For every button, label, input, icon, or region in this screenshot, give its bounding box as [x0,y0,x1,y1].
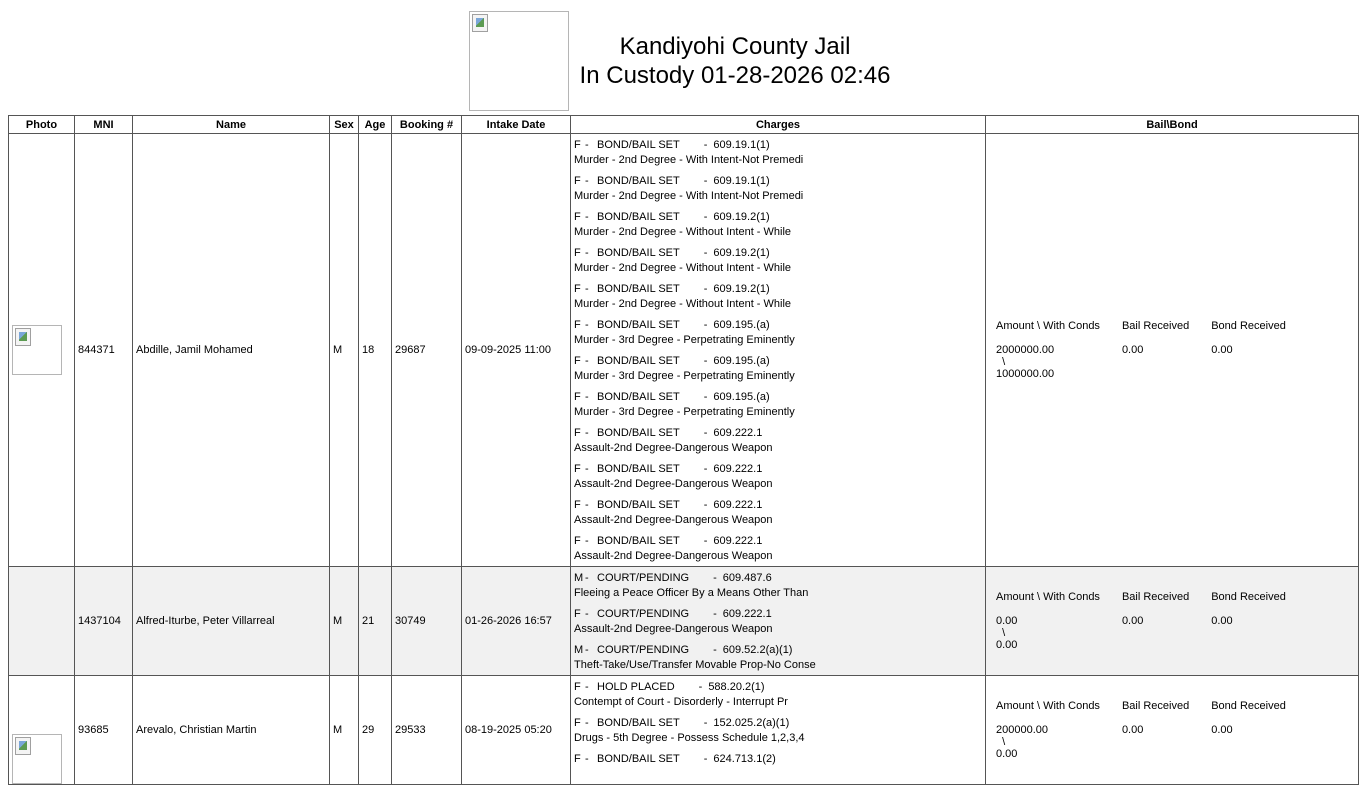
charge-statute: 152.025.2(a)(1) [713,717,790,729]
mni-cell: 93685 [75,676,133,785]
custody-timestamp: In Custody 01-28-2026 02:46 [579,62,891,89]
bail-grid [989,320,1355,380]
charge-status: BOND/BAIL SET [597,427,680,439]
charge-status: HOLD PLACED [597,681,675,693]
charge-statute: 609.222.1 [713,463,763,475]
charges-list [571,134,985,566]
charge-class: F [574,753,581,765]
charge-description: Murder - 3rd Degree - Perpetrating Eminently [574,370,795,382]
column-header-mni: MNI [75,116,133,134]
inmate-roster-table [8,115,1359,785]
name-cell: Arevalo, Christian Martin [133,676,330,785]
charge-statute: 609.222.1 [713,535,763,547]
charge-entry [571,712,985,748]
charge-description: Murder - 2nd Degree - With Intent-Not Premedi [574,190,804,202]
bail-received-value: 0.00 [1121,615,1144,627]
bail-received-header: Bail Received [1121,320,1190,332]
broken-image-icon [15,737,31,755]
bail-grid [989,700,1355,760]
charges-cell [571,676,986,785]
inmate-photo[interactable] [12,325,62,375]
charge-class: F [574,175,581,187]
charge-entry [571,676,985,712]
bail-amount-value: 200000.00 \ 0.00 [996,724,1048,760]
charge-description: Contempt of Court - Disorderly - Interrupt Pr [574,696,788,708]
charge-status: BOND/BAIL SET [597,283,680,295]
charges-list [571,567,985,675]
page-title [573,32,897,90]
column-header-charges: Charges [571,116,986,134]
mni-cell: 1437104 [75,567,133,676]
bond-received-value: 0.00 [1211,615,1233,627]
column-header-booking: Booking # [392,116,462,134]
charge-entry [571,530,985,566]
charge-entry [571,278,985,314]
age-cell: 18 [359,134,392,567]
charge-class: F [574,681,581,693]
charge-class: F [574,499,581,511]
charge-description: Murder - 2nd Degree - With Intent-Not Premedi [574,154,804,166]
charge-summary: F - BOND/BAIL SET - 609.222.1 [574,458,982,476]
charge-class: F [574,319,581,331]
inmate-row [9,567,1359,676]
bond-received-header: Bond Received [1211,591,1286,603]
bail-amount-value: 0.00 \ 0.00 [996,615,1018,651]
charge-description: Murder - 3rd Degree - Perpetrating Eminently [574,406,795,418]
charge-entry [571,134,985,170]
charge-entry [571,170,985,206]
charge-entry [571,422,985,458]
charge-class: F [574,427,581,439]
charge-statute: 609.222.1 [713,499,763,511]
charge-summary: F - BOND/BAIL SET - 609.19.1(1) [574,134,982,152]
charge-description: Drugs - 5th Degree - Possess Schedule 1,2,3,4 [574,732,805,744]
charge-description: Murder - 2nd Degree - Without Intent - While [574,298,792,310]
booking-cell: 29687 [392,134,462,567]
charge-summary: F - BOND/BAIL SET - 609.19.2(1) [574,206,982,224]
name-cell: Abdille, Jamil Mohamed [133,134,330,567]
charge-class: M [574,572,584,584]
charge-statute: 609.222.1 [722,608,772,620]
bond-received-header: Bond Received [1211,320,1286,332]
charge-statute: 609.222.1 [713,427,763,439]
charge-summary: F - BOND/BAIL SET - 609.222.1 [574,422,982,440]
charge-class: F [574,211,581,223]
charge-summary: M - COURT/PENDING - 609.52.2(a)(1) [574,639,982,657]
charge-entry [571,206,985,242]
sex-cell: M [330,134,359,567]
charge-status: BOND/BAIL SET [597,247,680,259]
charge-statute: 609.195.(a) [713,355,770,367]
charge-description [574,766,982,782]
column-header-photo: Photo [9,116,75,134]
charge-class: F [574,355,581,367]
bail-cell [986,567,1359,676]
charge-summary: F - BOND/BAIL SET - 609.195.(a) [574,314,982,332]
bond-received-header: Bond Received [1211,700,1286,712]
charge-summary: F - HOLD PLACED - 588.20.2(1) [574,676,982,694]
charge-class: F [574,717,581,729]
charge-entry [571,748,985,784]
charge-entry [571,242,985,278]
charge-summary: F - BOND/BAIL SET - 609.222.1 [574,530,982,548]
charge-entry [571,567,985,603]
sex-cell: M [330,676,359,785]
sex-cell: M [330,567,359,676]
booking-cell: 30749 [392,567,462,676]
charge-statute: 588.20.2(1) [708,681,765,693]
charge-description: Murder - 3rd Degree - Perpetrating Eminently [574,334,795,346]
charge-summary: F - BOND/BAIL SET - 609.19.1(1) [574,170,982,188]
charge-description: Assault-2nd Degree-Dangerous Weapon [574,550,773,562]
name-cell: Alfred-Iturbe, Peter Villarreal [133,567,330,676]
charge-status: BOND/BAIL SET [597,139,680,151]
charge-statute: 609.19.2(1) [713,247,770,259]
charge-status: COURT/PENDING [597,644,690,656]
charge-summary: F - BOND/BAIL SET - 609.195.(a) [574,386,982,404]
charge-class: F [574,463,581,475]
charge-status: BOND/BAIL SET [597,499,680,511]
charge-entry [571,603,985,639]
column-header-sex: Sex [330,116,359,134]
charge-class: F [574,139,581,151]
bond-received-value: 0.00 [1211,344,1233,356]
charge-summary: F - COURT/PENDING - 609.222.1 [574,603,982,621]
intake-cell: 09-09-2025 11:00 [462,134,571,567]
mni-cell: 844371 [75,134,133,567]
charge-class: M [574,644,584,656]
charge-statute: 609.52.2(a)(1) [722,644,793,656]
inmate-row [9,134,1359,567]
charge-status: BOND/BAIL SET [597,753,680,765]
photo-cell [9,134,75,567]
charge-entry [571,314,985,350]
charge-class: F [574,283,581,295]
charge-entry [571,458,985,494]
charge-entry [571,350,985,386]
charge-description: Assault-2nd Degree-Dangerous Weapon [574,514,773,526]
bail-amount-value: 2000000.00 \ 1000000.00 [996,344,1055,380]
charge-description: Murder - 2nd Degree - Without Intent - While [574,262,792,274]
bail-amount-header: Amount \ With Conds [996,591,1100,603]
charge-description: Fleeing a Peace Officer By a Means Other Than [574,587,809,599]
bail-received-header: Bail Received [1121,700,1190,712]
charge-description: Assault-2nd Degree-Dangerous Weapon [574,478,773,490]
charge-summary: F - BOND/BAIL SET - 609.195.(a) [574,350,982,368]
charge-status: BOND/BAIL SET [597,319,680,331]
bail-amount-header: Amount \ With Conds [996,320,1100,332]
bail-received-value: 0.00 [1121,724,1144,736]
charge-status: BOND/BAIL SET [597,717,680,729]
column-header-name: Name [133,116,330,134]
charge-class: F [574,608,581,620]
bail-grid [989,591,1355,651]
photo-cell [9,567,75,676]
charge-status: BOND/BAIL SET [597,535,680,547]
booking-cell: 29533 [392,676,462,785]
charge-summary: M - COURT/PENDING - 609.487.6 [574,567,982,585]
broken-image-icon [15,328,31,346]
charge-description: Assault-2nd Degree-Dangerous Weapon [574,442,773,454]
age-cell: 21 [359,567,392,676]
charge-status: BOND/BAIL SET [597,355,680,367]
intake-cell: 08-19-2025 05:20 [462,676,571,785]
photo-cell [9,676,75,785]
jail-title: Kandiyohi County Jail [619,33,851,60]
bail-cell [986,134,1359,567]
charge-status: BOND/BAIL SET [597,211,680,223]
charge-status: COURT/PENDING [597,608,690,620]
charge-summary: F - BOND/BAIL SET - 609.222.1 [574,494,982,512]
charge-description: Assault-2nd Degree-Dangerous Weapon [574,623,773,635]
bond-received-value: 0.00 [1211,724,1233,736]
charge-summary: F - BOND/BAIL SET - 609.19.2(1) [574,242,982,260]
age-cell: 29 [359,676,392,785]
charge-entry [571,494,985,530]
charge-summary: F - BOND/BAIL SET - 152.025.2(a)(1) [574,712,982,730]
charge-class: F [574,535,581,547]
county-logo-image [469,11,569,111]
charge-statute: 609.19.2(1) [713,283,770,295]
charge-description: Theft-Take/Use/Transfer Movable Prop-No Conse [574,659,816,671]
charges-cell [571,134,986,567]
inmate-photo[interactable] [12,734,62,784]
charge-statute: 609.19.2(1) [713,211,770,223]
charge-class: F [574,247,581,259]
charge-summary: F - BOND/BAIL SET - 624.713.1(2) [574,748,982,766]
column-header-intake: Intake Date [462,116,571,134]
charge-statute: 609.195.(a) [713,391,770,403]
charge-status: BOND/BAIL SET [597,463,680,475]
charge-status: BOND/BAIL SET [597,175,680,187]
charge-summary: F - BOND/BAIL SET - 609.19.2(1) [574,278,982,296]
column-header-age: Age [359,116,392,134]
charge-status: BOND/BAIL SET [597,391,680,403]
charge-statute: 624.713.1(2) [713,753,776,765]
charges-cell [571,567,986,676]
charge-entry [571,639,985,675]
column-header-bail: Bail\Bond [986,116,1359,134]
charge-statute: 609.19.1(1) [713,175,770,187]
inmate-row [9,676,1359,785]
charge-class: F [574,391,581,403]
table-header-row [9,116,1359,134]
charge-status: COURT/PENDING [597,572,690,584]
broken-image-icon [472,14,488,32]
bail-amount-header: Amount \ With Conds [996,700,1100,712]
bail-received-header: Bail Received [1121,591,1190,603]
charge-entry [571,386,985,422]
bail-received-value: 0.00 [1121,344,1144,356]
charge-statute: 609.195.(a) [713,319,770,331]
charge-statute: 609.487.6 [722,572,772,584]
intake-cell: 01-26-2026 16:57 [462,567,571,676]
charge-statute: 609.19.1(1) [713,139,770,151]
charge-description: Murder - 2nd Degree - Without Intent - While [574,226,792,238]
bail-cell [986,676,1359,785]
